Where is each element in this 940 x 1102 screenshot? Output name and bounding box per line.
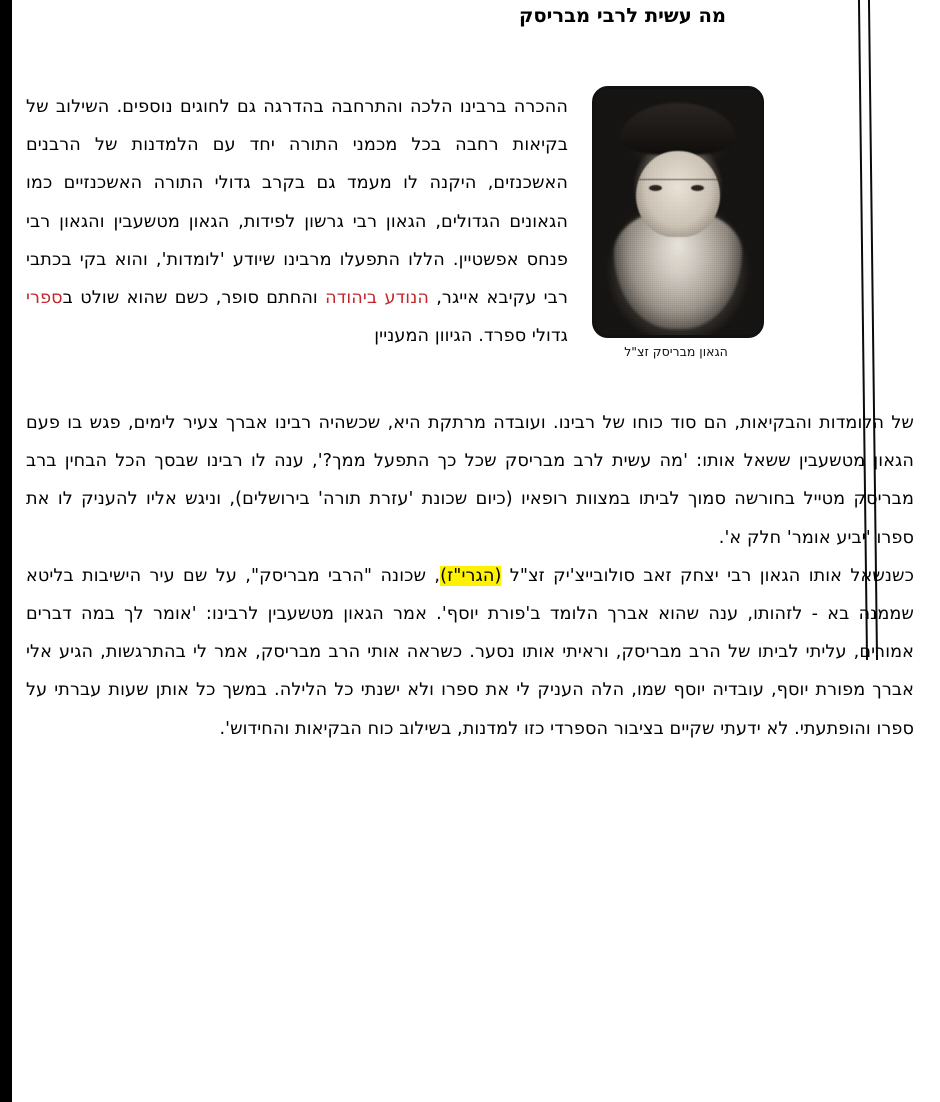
page-gutter-bar	[0, 0, 12, 1102]
text-run-red-2: ספרי	[26, 288, 63, 309]
paragraph-3	[26, 557, 914, 748]
scan-grain-overlay	[595, 89, 761, 335]
body-paragraph-column	[26, 88, 568, 355]
text-run-red: הנודע ביהודה	[325, 288, 429, 309]
figure-portrait	[588, 86, 764, 359]
paragraph-2: של הלומדות והבקיאות, הם סוד כוחו של רבינו. ועובדה מרתקת היא, שכשהיה רבינו אברך צעיר לימים, פגש בו פעם הגאון מטשעבין ששאל אותו: 'מה עשית לרב מבריסק שכל כך התפעל ממך?', ענה לו רבינו שבסך הכל הבחין ברב מבריסק מטייל בחורשה סמוך לביתו במצוות רופאיו (כיום שכונת 'עזרת תורה' בירושלים), וניגש אליו להעניק לו את ספרו 'יביע אומר' חלק א'.	[26, 413, 914, 548]
body-paragraphs-wide	[26, 404, 914, 748]
paragraph-3-run-before: כשנשאל אותו הגאון רבי יצחק זאב סולובייצ'יק זצ"ל	[501, 565, 914, 586]
portrait-image	[592, 86, 764, 338]
text-run-1: ההכרה ברבינו הלכה והתרחבה בהדרגה גם לחוגים נוספים. השילוב של בקיאות רחבה בכל מכמני התורה יחד עם הלמדנות של הרבנים האשכנזים, היקנה לו מעמד גם בקרב גדולי התורה האשכנזיים כמו הגאונים הגדולים, הגאון רבי גרשון לפידות, הגאון מטשעבין והגאון רבי פנחס אפשטיין. הללו התפעלו מרבינו שיודע 'לומדות', והוא בקי בכתבי רבי עקיבא אייגר,	[26, 97, 568, 309]
highlighted-text: (הגרי"ז)	[440, 565, 502, 586]
figure-caption: הגאון מבריסק זצ"ל	[624, 344, 728, 359]
paragraph-3-run-after: , שכונה "הרבי מבריסק", על שם עיר הישיבות בליטא שממנה בא - לזהותו, ענה שהוא אברך הלומד ב'פורת יוסף'. אמר הגאון מטשעבין לרבינו: 'אומר לך במה דברים אמורים, עליתי לביתו של הרב מבריסק, וראיתי אותו נסער. כשראה אותי הרב מבריסק, אמר לי בהתרגשות, הגיע אלי אברך מפורת יוסף, עובדיה יוסף שמו, הלה העניק לי את ספרו ולא ישנתי כל הלילה. במשך כל אותן שעות עברתי על ספרו והופתעתי. לא ידעתי שקיים בציבור הספרדי כזו למדנות, בשילוב כוח הבקיאות והחידוש'.	[26, 565, 914, 739]
text-run-3: גדולי ספרד. הגיוון המעניין	[374, 326, 568, 347]
text-run-2: והחתם סופר, כשם שהוא שולט ב	[62, 288, 326, 309]
article-title: מה עשית לרבי מבריסק	[519, 4, 726, 27]
paragraph-3-text	[26, 566, 914, 739]
